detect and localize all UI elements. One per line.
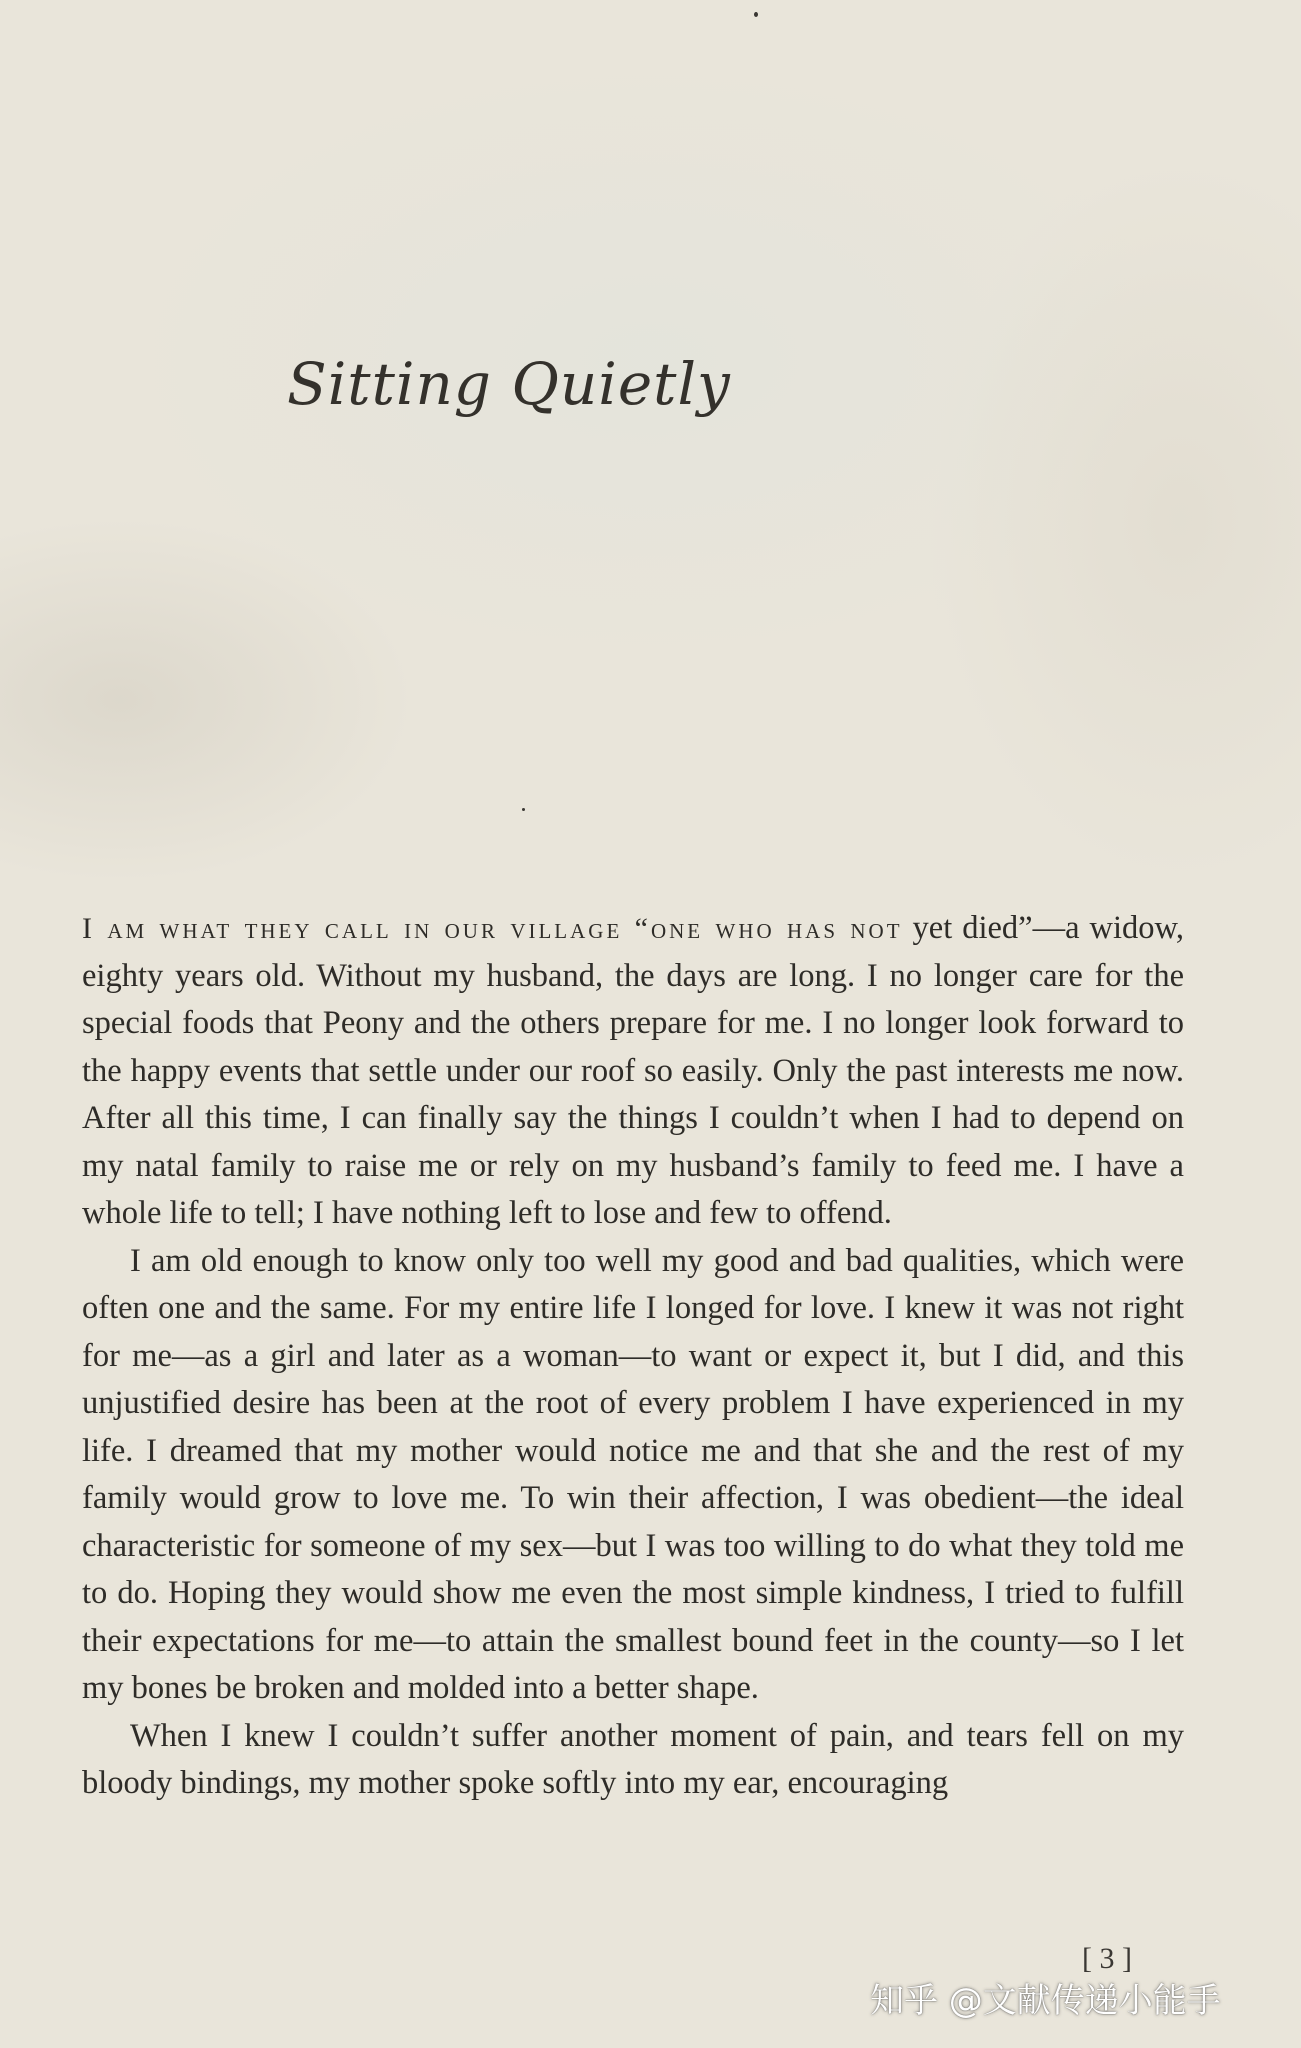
paragraph-1-text: yet died”—a widow, eighty years old. Without my husband, the days are long. I no longer care for the special foods that Peony and the others prepare for me. I no longer look forward to the happy events that settle under our roof so easily. Only the past interests me now. After all this time, I can finally say the things I couldn’t when I had to depend on my natal family to raise me or rely on my husband’s family to feed me. I have a whole life to tell; I have nothing left to lose and few to offend.: [82, 910, 1185, 1231]
ink-speck: [522, 808, 525, 811]
watermark: 知乎 @文献传递小能手: [870, 1981, 1221, 2021]
opening-smallcaps: I am what they call in our village “one who has not: [82, 912, 903, 945]
paragraph-1: [82, 905, 1184, 1238]
paragraph-3: When I knew I couldn’t suffer another moment of pain, and tears fell on my bloody bindings, my mother spoke softly into my ear, encouraging: [82, 1717, 1184, 1801]
ink-speck: [754, 12, 758, 17]
page-number: [ 3 ]: [1082, 1942, 1132, 1975]
chapter-title: Sitting Quietly: [287, 350, 731, 418]
body-text: [82, 905, 1184, 1808]
paragraph-2: I am old enough to know only too well my good and bad qualities, which were often one and the same. For my entire life I longed for love. I knew it was not right for me—as a girl and later as a woman—to want or expect it, but I did, and this unjustified desire has been at the root of every problem I have experienced in my life. I dreamed that my mother would notice me and that she and the rest of my family would grow to love me. To win their affection, I was obedient—the ideal characteristic for someone of my sex—but I was too willing to do what they told me to do. Hoping they would show me even the most simple kindness, I tried to fulfill their expectations for me—to attain the smallest bound feet in the county—so I let my bones be broken and molded into a better shape.: [82, 1242, 1184, 1706]
